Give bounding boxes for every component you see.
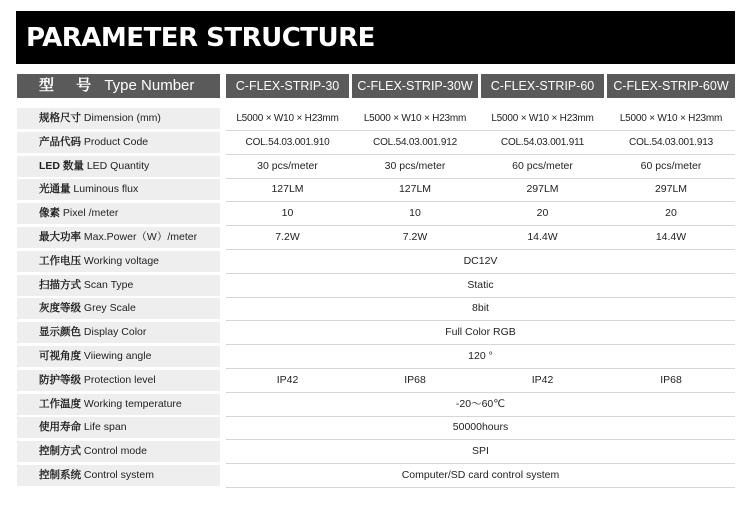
row-label-zh: 像素 bbox=[39, 207, 60, 219]
row-label bbox=[17, 179, 220, 200]
row-label bbox=[17, 108, 220, 129]
row-label-en: Protection level bbox=[83, 374, 156, 386]
row-label bbox=[17, 156, 220, 177]
row-label bbox=[17, 227, 220, 248]
row-label-zh: 显示颜色 bbox=[39, 326, 81, 338]
table-cell: DC12V bbox=[463, 255, 498, 267]
header-label-en: Type Number bbox=[104, 77, 195, 94]
row-label-zh: 使用寿命 bbox=[39, 421, 81, 433]
row-label-en: Pixel /meter bbox=[62, 207, 119, 219]
row-divider bbox=[226, 249, 735, 250]
row-label-zh: 控制方式 bbox=[39, 445, 81, 457]
table-cell: 7.2W bbox=[402, 231, 428, 243]
row-label-zh: 产品代码 bbox=[39, 136, 81, 148]
table-cell: Computer/SD card control system bbox=[401, 469, 560, 481]
row-label bbox=[17, 275, 220, 296]
table-cell: 8bit bbox=[472, 302, 489, 314]
table-cell: 60 pcs/meter bbox=[512, 160, 573, 172]
row-label-en: Scan Type bbox=[83, 279, 134, 291]
row-label-en: LED Quantity bbox=[86, 160, 150, 172]
table-cell: 14.4W bbox=[655, 231, 687, 243]
row-divider bbox=[226, 344, 735, 345]
table-cell: 20 bbox=[665, 207, 677, 219]
table-cell: 60 pcs/meter bbox=[640, 160, 702, 172]
row-label-en: Display Color bbox=[83, 326, 147, 338]
table-cell: -20～60℃ bbox=[455, 398, 506, 410]
table-cell: Static bbox=[467, 279, 494, 291]
row-label-en: Working voltage bbox=[83, 255, 160, 267]
row-label-zh: 防护等级 bbox=[39, 374, 81, 386]
row-label bbox=[17, 298, 220, 319]
header-model-4: C-FLEX-STRIP-60W bbox=[607, 74, 735, 98]
row-label-zh: LED 数量 bbox=[39, 160, 84, 172]
table-cell: COL.54.03.001.912 bbox=[373, 137, 457, 148]
row-label bbox=[17, 417, 220, 438]
table-cell: 20 bbox=[536, 207, 549, 219]
row-label-zh: 控制系统 bbox=[39, 469, 81, 481]
table-cell: L5000 × W10 × H23mm bbox=[619, 113, 723, 124]
row-label bbox=[17, 203, 220, 224]
table-cell: SPI bbox=[472, 445, 489, 457]
row-divider bbox=[226, 154, 735, 155]
table-cell: IP68 bbox=[404, 374, 426, 386]
row-label-zh: 最大功率 bbox=[39, 231, 81, 243]
table-cell: 297LM bbox=[654, 183, 688, 195]
row-label-en: Product Code bbox=[83, 136, 149, 148]
row-divider bbox=[226, 225, 735, 226]
row-label bbox=[17, 251, 220, 272]
table-cell: 30 pcs/meter bbox=[384, 160, 446, 172]
title-band bbox=[16, 11, 735, 64]
table-cell: 127LM bbox=[271, 183, 304, 195]
row-label bbox=[17, 394, 220, 415]
table-cell: Full Color RGB bbox=[445, 326, 516, 338]
header-label-zh: 型 号 bbox=[39, 77, 101, 94]
row-label-en: Luminous flux bbox=[73, 183, 139, 195]
row-label-zh: 工作温度 bbox=[39, 398, 81, 410]
table-cell: 7.2W bbox=[275, 231, 300, 243]
table-cell: 50000hours bbox=[452, 421, 509, 433]
row-label-zh: 扫描方式 bbox=[39, 279, 81, 291]
row-divider bbox=[226, 201, 735, 202]
table-cell: IP42 bbox=[276, 374, 299, 386]
row-label-zh: 可视角度 bbox=[39, 350, 81, 362]
table-cell: L5000 × W10 × H23mm bbox=[236, 113, 339, 124]
row-label-en: Control system bbox=[83, 469, 154, 481]
row-divider bbox=[226, 273, 735, 274]
table-cell: COL.54.03.001.911 bbox=[500, 137, 585, 148]
table-cell: COL.54.03.001.910 bbox=[245, 137, 330, 148]
table-cell: 14.4W bbox=[527, 231, 558, 243]
row-divider bbox=[226, 320, 735, 321]
table-cell: 127LM bbox=[398, 183, 432, 195]
table-cell: IP42 bbox=[531, 374, 554, 386]
row-label-en: Control mode bbox=[83, 445, 147, 457]
row-label bbox=[17, 132, 220, 153]
row-label-zh: 光通量 bbox=[39, 183, 71, 195]
row-divider bbox=[226, 463, 735, 464]
row-divider bbox=[226, 130, 735, 131]
row-divider bbox=[226, 368, 735, 369]
header-model-3: C-FLEX-STRIP-60 bbox=[481, 74, 604, 98]
table-cell: 10 bbox=[409, 207, 421, 219]
row-label-en: Working temperature bbox=[83, 398, 182, 410]
table-cell: 297LM bbox=[526, 183, 559, 195]
row-divider bbox=[226, 392, 735, 393]
table-cell: 120 ° bbox=[468, 350, 493, 362]
row-label-en: Grey Scale bbox=[83, 302, 136, 314]
table-cell: 30 pcs/meter bbox=[257, 160, 318, 172]
row-label bbox=[17, 346, 220, 367]
row-label bbox=[17, 370, 220, 391]
row-label-zh: 工作电压 bbox=[39, 255, 81, 267]
table-cell: L5000 × W10 × H23mm bbox=[363, 113, 467, 124]
header-model-2: C-FLEX-STRIP-30W bbox=[352, 74, 478, 98]
row-label bbox=[17, 465, 220, 486]
row-label-en: Viiewing angle bbox=[83, 350, 152, 362]
row-label-en: Dimension (mm) bbox=[83, 112, 161, 124]
row-label-en: Life span bbox=[83, 421, 127, 433]
row-label bbox=[17, 322, 220, 343]
row-label-zh: 规格尺寸 bbox=[39, 112, 81, 124]
row-label-en: Max.Power（W）/meter bbox=[83, 231, 198, 243]
row-divider bbox=[226, 487, 735, 488]
page-title: PARAMETER STRUCTURE bbox=[26, 23, 375, 53]
row-divider bbox=[226, 439, 735, 440]
table-cell: IP68 bbox=[660, 374, 682, 386]
header-type-number bbox=[17, 74, 220, 98]
table-cell: L5000 × W10 × H23mm bbox=[491, 113, 594, 124]
row-label bbox=[17, 441, 220, 462]
header-model-1: C-FLEX-STRIP-30 bbox=[226, 74, 349, 98]
row-label-zh: 灰度等级 bbox=[39, 302, 81, 314]
table-cell: 10 bbox=[281, 207, 294, 219]
table-cell: COL.54.03.001.913 bbox=[629, 137, 713, 148]
